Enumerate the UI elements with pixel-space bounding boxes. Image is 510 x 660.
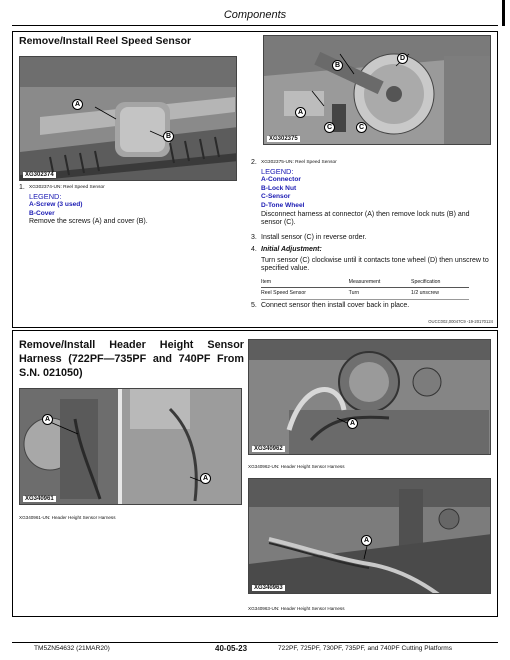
- callout-a: A: [295, 107, 306, 118]
- footer-model-list: 722PF, 725PF, 730PF, 735PF, and 740PF Cutting Platforms: [278, 645, 453, 652]
- footer-rule: [12, 642, 498, 643]
- photo-harness-2: [248, 339, 491, 455]
- callout-a: A: [361, 535, 372, 546]
- callout-a: A: [200, 473, 211, 484]
- step-3: 3. Install sensor (C) in reverse order.: [251, 234, 491, 243]
- table-cell: Reel Speed Sensor: [261, 288, 349, 300]
- step-caption: XG302375-UN: Reel Speed Sensor: [261, 160, 337, 165]
- photo-id: XG340961: [25, 496, 54, 502]
- legend-title: LEGEND:: [29, 191, 62, 201]
- table-row: [261, 288, 469, 300]
- step-caption: XG302374-UN: Reel Speed Sensor: [29, 185, 105, 190]
- photo-id: XG302375: [269, 136, 298, 142]
- step-2: 2. XG302375-UN: Reel Speed Sensor LEGEND: A-Connector B-Lock Nut C-Sensor D-Tone Wheel Disconnect harness at connector (A) then remove lock nuts (B) and sensor (C).: [251, 159, 491, 228]
- table-cell: 1/2 unscrew: [411, 288, 469, 300]
- reel-speed-sensor-section: [12, 31, 498, 328]
- step-text: Install sensor (C) in reverse order.: [261, 234, 367, 241]
- photo-id: XG340963: [254, 585, 283, 591]
- callout-b: B: [332, 60, 343, 71]
- callout-d: D: [397, 53, 408, 64]
- callout-a: A: [347, 418, 358, 429]
- step-4: 4. Initial Adjustment: Turn sensor (C) clockwise until it contacts tone wheel (D) then unscrew to specified value. Item Measurement Specification Reel Speed Sensor Turn 1/2 unscrew: [251, 246, 491, 300]
- legend-item: A-Screw (3 used): [29, 201, 83, 209]
- header-height-harness-section: [12, 330, 498, 617]
- legend-item: D-Tone Wheel: [261, 201, 305, 209]
- step-text: Disconnect harness at connector (A) then remove lock nuts (B) and sensor (C).: [261, 210, 470, 227]
- footer-doc-id: TM5ZN54632 (21MAR20): [34, 645, 110, 652]
- step-subtitle: Initial Adjustment:: [261, 246, 322, 253]
- table-header-cell: Measurement: [349, 277, 411, 288]
- callout-b: B: [163, 131, 174, 142]
- step-text: Connect sensor then install cover back in place.: [261, 302, 410, 309]
- step-5: 5. Connect sensor then install cover back in place.: [251, 302, 491, 311]
- step-1: 1. XG302374-UN: Reel Speed Sensor LEGEND: A-Screw (3 used) B-Cover Remove the screws (A) and cover (B).: [19, 184, 249, 227]
- spec-table-header: [261, 277, 469, 288]
- legend-item: B-Cover: [29, 209, 55, 217]
- step-text: Remove the screws (A) and cover (B).: [29, 218, 148, 226]
- callout-a: A: [72, 99, 83, 110]
- legend-item: A-Connector: [261, 176, 301, 184]
- step-text: Turn sensor (C) clockwise until it contacts tone wheel (D) then unscrew to specified value.: [261, 256, 489, 273]
- spec-table: [261, 277, 469, 300]
- photo-caption: XG340961-UN: Header Height Sensor Harness: [19, 515, 116, 520]
- footer-page-number: 40-05-23: [215, 644, 248, 653]
- photo-id: XG302374: [25, 172, 54, 178]
- callout-c: C: [324, 122, 335, 133]
- photo-caption: XG340962-UN: Header Height Sensor Harness: [248, 464, 345, 469]
- photo-harness-1: [19, 388, 242, 505]
- legend-title: LEGEND:: [261, 166, 294, 176]
- table-cell: Turn: [349, 288, 411, 300]
- page-header-title: Components: [223, 9, 287, 21]
- photo-harness-3: [248, 478, 491, 594]
- legend-item: C-Sensor: [261, 193, 291, 201]
- photo-id: XG340962: [254, 446, 283, 452]
- photo-caption: XG340963-UN: Header Height Sensor Harness: [248, 606, 345, 611]
- document-reference: OUCC002,00047C9 -19-20170124: [428, 319, 493, 324]
- photo-reel-cover: [19, 56, 237, 181]
- photo-reel-sensor: [263, 35, 491, 145]
- header-rule: [12, 25, 498, 26]
- callout-c: C: [356, 122, 367, 133]
- section-title: Remove/Install Header Height Sensor Harness (722PF—735PF and 740PF From S.N. 021050): [19, 339, 244, 379]
- table-header-cell: Specification: [411, 277, 469, 288]
- section-title: Remove/Install Reel Speed Sensor: [19, 35, 192, 47]
- legend-item: B-Lock Nut: [261, 184, 297, 192]
- table-header-cell: Item: [261, 277, 349, 288]
- callout-a: A: [42, 414, 53, 425]
